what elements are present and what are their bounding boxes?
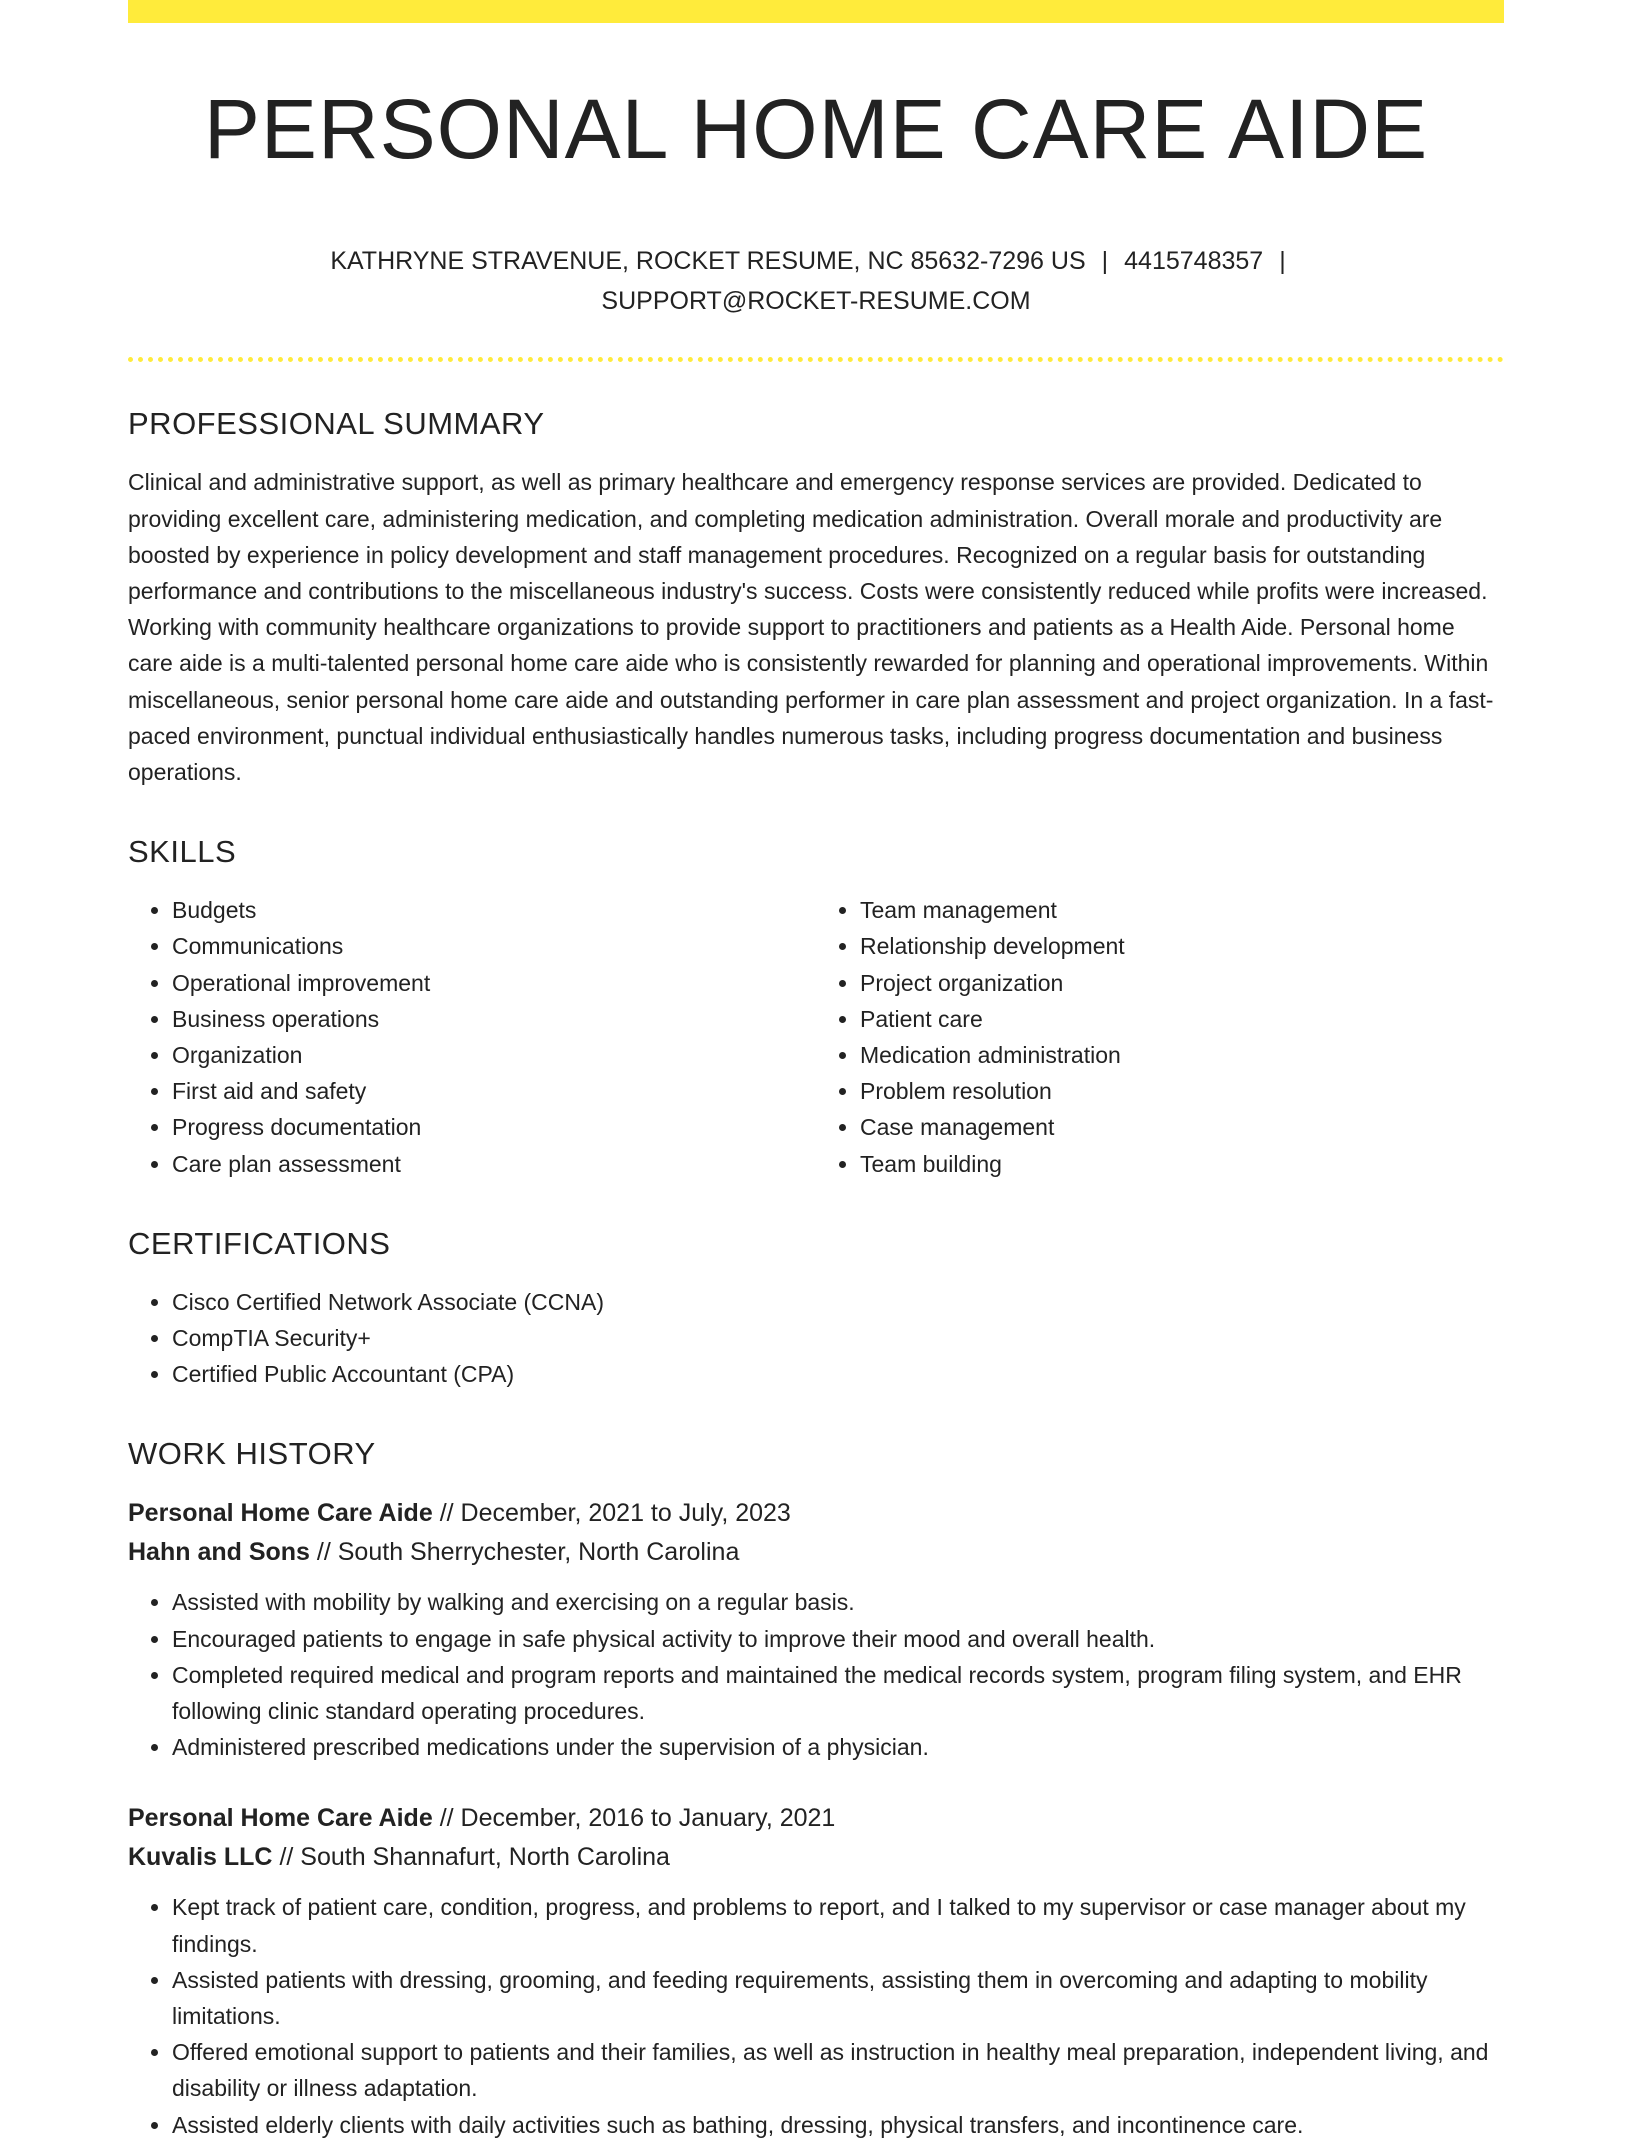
certification-item: • CompTIA Security+ [172,1320,1504,1356]
contact-address: KATHRYNE STRAVENUE, ROCKET RESUME, NC 85632-7296 US [330,247,1086,276]
job-company-line [128,1533,1504,1572]
skill-item: • Operational improvement [172,965,816,1001]
skill-item: • Care plan assessment [172,1146,816,1182]
skill-item: • Team management [860,892,1504,928]
work-history-heading: WORK HISTORY [128,1436,376,1472]
job-bullet: • Encouraged patients to engage in safe physical activity to improve their mood and overall health. [172,1621,1504,1657]
job-bullet: • Kept track of patient care, condition, progress, and problems to report, and I talked to my supervisor or case manager about my findings. [172,1889,1504,1961]
skills-heading: SKILLS [128,834,237,870]
job-bullet: • Assisted patients with dressing, grooming, and feeding requirements, assisting them in overcoming and adapting to mobility limitations. [172,1962,1504,2034]
skill-item: • Progress documentation [172,1109,816,1145]
skill-item: • Problem resolution [860,1073,1504,1109]
skill-item: • Case management [860,1109,1504,1145]
skill-item: • Project organization [860,965,1504,1001]
job-bullet: • Offered emotional support to patients and their families, as well as instruction in healthy meal preparation, independent living, and disability or illness adaptation. [172,2034,1504,2106]
job-title-line [128,1494,1504,1533]
job-dates: // December, 2016 to January, 2021 [439,1804,836,1833]
job-entry [128,1494,1504,1765]
skill-item: • Patient care [860,1001,1504,1037]
job-company-line [128,1838,1504,1877]
job-bullets [128,1889,1504,2142]
dotted-divider [128,357,1504,362]
job-role: Personal Home Care Aide [128,1804,433,1833]
contact-separator: | [1101,247,1109,276]
job-header [128,1799,1504,1877]
job-bullet: • Assisted elderly clients with daily activities such as bathing, dressing, physical transfers, and incontinence care. [172,2107,1504,2143]
job-bullet: • Administered prescribed medications under the supervision of a physician. [172,1729,1504,1765]
job-location: // South Sherrychester, North Carolina [316,1538,740,1567]
skill-item: • Budgets [172,892,816,928]
skill-item: • Team building [860,1146,1504,1182]
job-bullets [128,1584,1504,1765]
accent-top-bar [128,0,1504,23]
summary-heading: PROFESSIONAL SUMMARY [128,406,545,442]
certifications-heading: CERTIFICATIONS [128,1225,391,1261]
summary-section [128,406,1504,790]
skill-item: • Organization [172,1037,816,1073]
certifications-list [128,1284,1504,1393]
skills-columns [128,892,1504,1182]
skills-section [128,834,1504,1182]
skill-item: • Business operations [172,1001,816,1037]
skill-item: • Communications [172,928,816,964]
job-location: // South Shannafurt, North Carolina [279,1843,670,1872]
skill-item: • Relationship development [860,928,1504,964]
certification-item: • Certified Public Accountant (CPA) [172,1356,1504,1392]
skill-item: • First aid and safety [172,1073,816,1109]
certifications-section [128,1226,1504,1393]
skills-list-right [816,892,1504,1182]
skill-item: • Medication administration [860,1037,1504,1073]
contact-phone: 4415748357 [1124,247,1264,276]
job-header [128,1494,1504,1572]
resume-page [128,0,1504,2143]
job-dates: // December, 2021 to July, 2023 [439,1499,791,1528]
skills-list-left [128,892,816,1182]
contact-email: SUPPORT@ROCKET-RESUME.COM [601,287,1031,316]
summary-text: Clinical and administrative support, as well as primary healthcare and emergency response services are provided. Dedicated to providing excellent care, administering medication, and completing medication administration. Overall morale and productivity are boosted by experience in policy development and staff management procedures. Recognized on a regular basis for outstanding performance and contributions to the miscellaneous industry's success. Costs were consistently reduced while profits were increased. Working with community healthcare organizations to provide support to practitioners and patients as a Health Aide. Personal home care aide is a multi-talented personal home care aide who is consistently rewarded for planning and operational improvements. Within miscellaneous, senior personal home care aide and outstanding performer in care plan assessment and project organization. In a fast-paced environment, punctual individual enthusiastically handles numerous tasks, including progress documentation and business operations. [128,469,1494,786]
job-company: Kuvalis LLC [128,1843,273,1872]
work-history-section [128,1436,1504,2142]
job-role: Personal Home Care Aide [128,1499,433,1528]
contact-separator: | [1279,247,1286,276]
contact-info [316,241,1316,321]
page-title: PERSONAL HOME CARE AIDE [203,82,1429,176]
certification-item: • Cisco Certified Network Associate (CCNA) [172,1284,1504,1320]
job-bullet: • Completed required medical and program reports and maintained the medical records system, program filing system, and EHR following clinic standard operating procedures. [172,1657,1504,1729]
job-company: Hahn and Sons [128,1538,310,1567]
job-entry [128,1799,1504,2142]
job-title-line [128,1799,1504,1838]
job-bullet: • Assisted with mobility by walking and exercising on a regular basis. [172,1584,1504,1620]
